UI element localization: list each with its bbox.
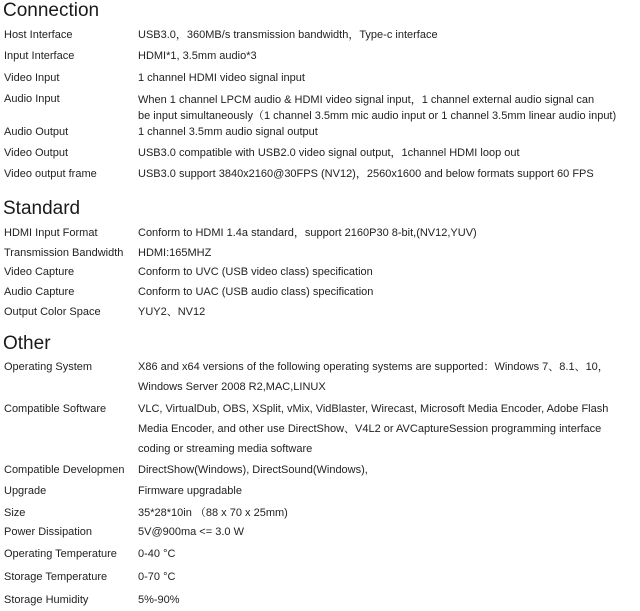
spec-label: Storage Temperature (4, 571, 108, 583)
spec-value: Conform to HDMI 1.4a standard，support 2160P30 8-bit,(NV12,YUV) (138, 227, 477, 239)
spec-value: HDMI*1, 3.5mm audio*3 (138, 50, 257, 62)
section-title-connection: Connection (3, 0, 100, 21)
spec-value: 0-40 °C (138, 548, 176, 560)
spec-label: Output Color Space (4, 306, 101, 318)
spec-value: Firmware upgradable (138, 485, 242, 497)
spec-label: Host Interface (4, 29, 73, 41)
section-title-other: Other (3, 333, 51, 354)
spec-label: Size (4, 507, 26, 519)
spec-value: Conform to UVC (USB video class) specification (138, 266, 373, 278)
spec-value: YUY2、NV12 (138, 306, 206, 318)
spec-value: When 1 channel LPCM audio & HDMI video signal input，1 channel external audio signal can be input simultaneously（1 channel 3.5mm mic audio input or 1 channel 3.5mm linear audio input) (138, 94, 617, 122)
spec-label: HDMI Input Format (4, 227, 98, 239)
spec-label: Compatible Developmen (4, 464, 125, 476)
spec-value: X86 and x64 versions of the following operating systems are supported：Windows 7、8.1、10， Windows Server 2008 R2,MAC,LINUX (138, 361, 609, 393)
spec-value: 0-70 °C (138, 571, 176, 583)
spec-label: Compatible Software (4, 403, 107, 415)
spec-value: USB3.0 compatible with USB2.0 video signal output，1channel HDMI loop out (138, 147, 520, 159)
spec-value: HDMI:165MHZ (138, 247, 212, 259)
spec-label: Storage Humidity (4, 594, 89, 606)
spec-value: 1 channel HDMI video signal input (138, 72, 305, 84)
spec-label: Operating Temperature (4, 548, 117, 560)
spec-label: Audio Capture (4, 286, 75, 298)
spec-value: DirectShow(Windows), DirectSound(Windows), (138, 464, 368, 476)
spec-label: Audio Output (4, 126, 69, 138)
spec-label: Transmission Bandwidth (4, 247, 124, 259)
spec-value: Conform to UAC (USB audio class) specification (138, 286, 374, 298)
section-title-standard: Standard (3, 198, 81, 219)
spec-label: Video Output (4, 147, 69, 159)
spec-value: VLC, VirtualDub, OBS, XSplit, vMix, VidBlaster, Wirecast, Microsoft Media Encoder, Adobe Flash Media Encoder, and other use DirectShow、V4L2 or AVCaptureSession programming interface coding or streaming media software (138, 403, 609, 455)
spec-label: Input Interface (4, 50, 75, 62)
spec-label: Video output frame (4, 168, 97, 180)
spec-label: Upgrade (4, 485, 47, 497)
spec-value: USB3.0 support 3840x2160@30FPS (NV12)，2560x1600 and below formats support 60 FPS (138, 168, 594, 180)
spec-value: 35*28*10in （88 x 70 x 25mm) (138, 507, 288, 519)
spec-label: Operating System (4, 361, 93, 373)
spec-label: Video Input (4, 72, 60, 84)
spec-value: 5%-90% (138, 594, 180, 606)
spec-value: 1 channel 3.5mm audio signal output (138, 126, 318, 138)
spec-label: Audio Input (4, 93, 60, 105)
spec-label: Video Capture (4, 266, 75, 278)
spec-label: Power Dissipation (4, 526, 93, 538)
spec-value: 5V@900ma <= 3.0 W (138, 526, 244, 538)
spec-value: USB3.0，360MB/s transmission bandwidth，Type-c interface (138, 29, 438, 41)
